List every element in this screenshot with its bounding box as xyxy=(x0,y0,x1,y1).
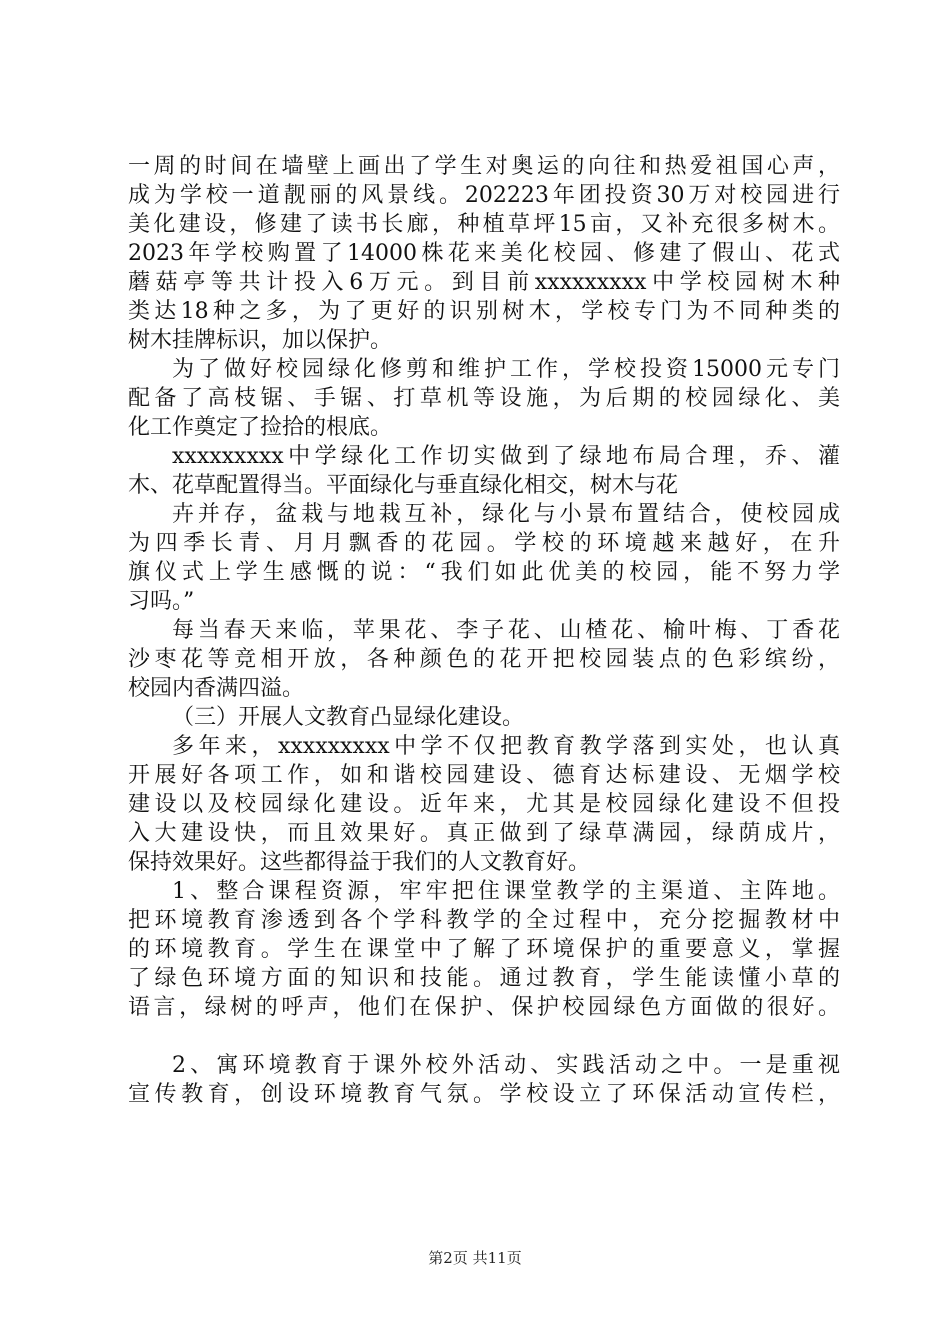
text-line: 为了做好校园绿化修剪和维护工作，学校投资15000元专门 xyxy=(172,357,840,382)
text-line: 树木挂牌标识，加以保护。 xyxy=(128,328,393,353)
text-line: 开展好各项工作，如和谐校园建设、德育达标建设、无烟学校 xyxy=(128,763,840,788)
text-line: 卉并存，盆栽与地栽互补，绿化与小景布置结合，使校园成 xyxy=(172,502,840,527)
text-line: 类达18种之多，为了更好的识别树木，学校专门为不同种类的 xyxy=(128,299,840,324)
text-line: 2、寓环境教育于课外校外活动、实践活动之中。一是重视 xyxy=(172,1053,840,1078)
text-line: 成为学校一道靓丽的风景线。202223年团投资30万对校园进行 xyxy=(128,183,840,208)
text-line: 为四季长青、月月飘香的花园。学校的环境越来越好，在升 xyxy=(128,531,840,556)
text-line: 旗仪式上学生感慨的说：“我们如此优美的校园，能不努力学 xyxy=(128,560,840,585)
text-line: xxxxxxxxx中学绿化工作切实做到了绿地布局合理，乔、灌 xyxy=(172,444,840,469)
text-line: 蘑菇亭等共计投入6万元。到目前xxxxxxxxx中学校园树木种 xyxy=(128,270,840,295)
text-line: 语言，绿树的呼声，他们在保护、保护校园绿色方面做的很好。 xyxy=(128,995,840,1020)
page-number-footer: 第2页 共11页 xyxy=(428,1249,522,1267)
text-line: 木、花草配置得当。平面绿化与垂直绿化相交，树木与花 xyxy=(128,473,679,498)
text-line: 宣传教育，创设环境教育气氛。学校设立了环保活动宣传栏， xyxy=(128,1082,840,1107)
text-line: 的环境教育。学生在课堂中了解了环境保护的重要意义，掌握 xyxy=(128,937,840,962)
text-line: 每当春天来临，苹果花、李子花、山楂花、榆叶梅、丁香花 xyxy=(172,618,840,643)
text-line: 校园内香满四溢。 xyxy=(128,676,305,701)
text-line: 化工作奠定了捡拾的根底。 xyxy=(128,415,393,440)
text-line: 美化建设，修建了读书长廊，种植草坪15亩，又补充很多树木。 xyxy=(128,212,840,237)
text-line: 建设以及校园绿化建设。近年来，尤其是校园绿化建设不但投 xyxy=(128,792,840,817)
text-line: 保持效果好。这些都得益于我们的人文教育好。 xyxy=(128,850,591,875)
text-line: 2023年学校购置了14000株花来美化校园、修建了假山、花式 xyxy=(128,241,840,266)
text-line: 1、整合课程资源，牢牢把住课堂教学的主渠道、主阵地。 xyxy=(172,879,840,904)
document-body xyxy=(128,152,840,1109)
text-line: 习吗。” xyxy=(128,589,195,614)
text-line: 了绿色环境方面的知识和技能。通过教育，学生能读懂小草的 xyxy=(128,966,840,991)
text-line: 一周的时间在墙壁上画出了学生对奥运的向往和热爱祖国心声， xyxy=(128,154,840,179)
text-line: 沙枣花等竞相开放，各种颜色的花开把校园装点的色彩缤纷， xyxy=(128,647,840,672)
paragraph-gap xyxy=(128,1022,840,1051)
text-line: 把环境教育渗透到各个学科教学的全过程中，充分挖掘教材中 xyxy=(128,908,840,933)
text-line: 入大建设快，而且效果好。真正做到了绿草满园，绿荫成片， xyxy=(128,821,840,846)
text-line: 配备了高枝锯、手锯、打草机等设施，为后期的校园绿化、美 xyxy=(128,386,840,411)
section-heading: （三）开展人文教育凸显绿化建设。 xyxy=(172,705,525,730)
text-line: 多年来，xxxxxxxxx中学不仅把教育教学落到实处，也认真 xyxy=(172,734,840,759)
